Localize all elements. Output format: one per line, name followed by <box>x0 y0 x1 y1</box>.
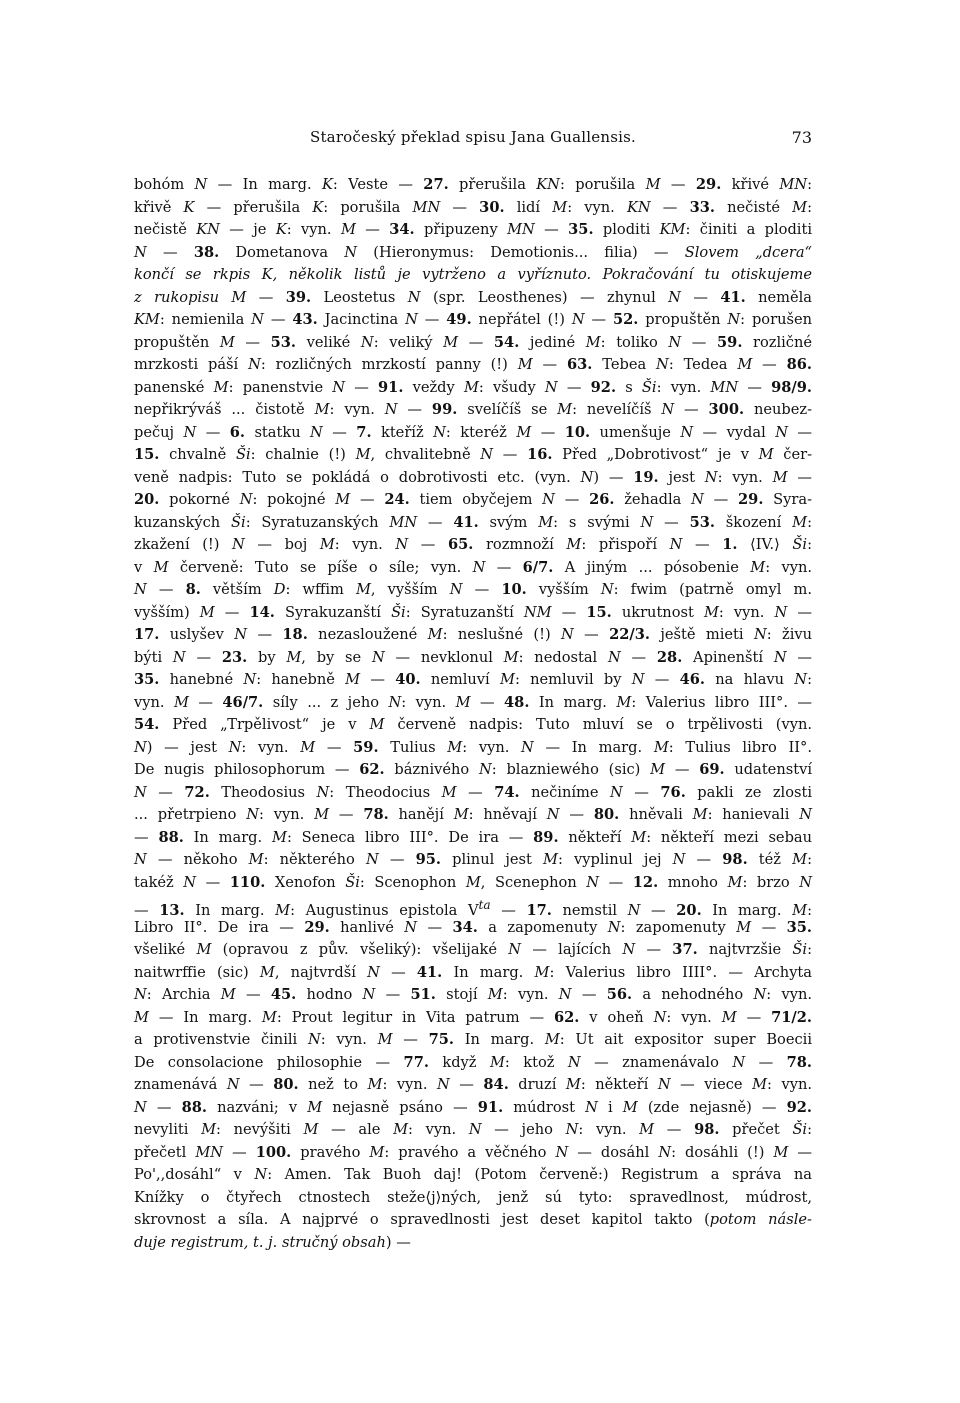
text-line: vyn. M — 46/7. síly ... z jeho N: vyn. M — 48. In marg. M: Valerius libro III°. — <box>134 693 813 711</box>
text-line: nepřikrýváš ... čistotě M: vyn. N — 99. svelíčíš se M: nevelíčíš N — 300. neubez- <box>134 401 812 418</box>
text-line: skrovnost a síla. A najprvé o spravedlnosti jest deset kapitol takto (potom násle- <box>134 1211 812 1228</box>
text-line: vyšším) M — 14. Syrakuzanští Ši: Syratuzanští NM — 15. ukrutnost M: vyn. N — <box>134 603 813 621</box>
text-line: N) — jest N: vyn. M — 59. Tulius M: vyn. N — In marg. M: Tulius libro II°. <box>134 738 812 756</box>
text-line: panenské M: panenstvie N — 91. veždy M: všudy N — 92. s Ši: vyn. MN — 98/9. <box>134 378 812 396</box>
text-line: bohóm N — In marg. K: Veste — 27. přerušila KN: porušila M — 29. křivé MN: <box>134 176 813 193</box>
text-line: a protivenstvie činili N: vyn. M — 75. In marg. M: Ut ait expositor super Boecii <box>134 1031 812 1048</box>
text-line: De consolacione philosophie — 77. když M: ktož N — znamenávalo N — 78. <box>134 1053 812 1071</box>
text-line: všeliké M (opravou z pův. všeliký): všelijaké N — lajících N — 37. najtvrzšie Ši: <box>134 941 812 958</box>
text-line: De nugis philosophorum — 62. báznivého N: blazniewého (sic) M — 69. udatenství <box>134 761 812 778</box>
text-line: N — 72. Theodosius N: Theodocius M — 74. nečiníme N — 76. pakli ze zlosti <box>134 783 813 801</box>
text-line: zkažení (!) N — boj M: vyn. N — 65. rozmnoží M: přispoří N — 1. ⟨IV.⟩ Ši: <box>134 536 813 553</box>
text-line: kuzanských Ši: Syratuzanských MN — 41. svým M: s svými N — 53. škození M: <box>134 513 812 531</box>
text-line: KM: nemienila N — 43. Jacinctina N — 49. nepřátel (!) N — 52. propuštěn N: porušen <box>134 311 812 328</box>
text-line: 35. hanebné N: hanebně M — 40. nemluví M: nemluvil by N — 46. na hlavu N: <box>134 671 812 688</box>
text-line: N — 88. nazváni; v M nejasně psáno — 91. múdrost N i M (zde nejasně) — 92. <box>134 1098 812 1116</box>
text-line: propuštěn M — 53. veliké N: veliký M — 54. jediné M: toliko N — 59. rozličné <box>134 333 813 351</box>
text-line: v M červeně: Tuto se píše o síle; vyn. N — 6/7. A jiným ... pósobenie M: vyn. <box>134 558 812 576</box>
text-line: N — 38. Dometanova N (Hieronymus: Demotionis... filia) — Slovem „dcera“ <box>134 243 812 261</box>
text-line: přečetl MN — 100. pravého M: pravého a věčného N — dosáhl N: dosáhli (!) M — <box>134 1143 812 1161</box>
text-line: veně nadpis: Tuto se pokládá o dobrotivosti etc. (vyn. N) — 19. jest N: vyn. M — <box>134 468 813 486</box>
text-line: mrzkosti páší N: rozličných mrzkostí panny (!) M — 63. Tebea N: Tedea M — 86. <box>134 356 813 373</box>
text-line: Libro II°. De ira — 29. hanlivé N — 34. a zapomenuty N: zapomenuty M — 35. <box>134 918 812 936</box>
text-line: končí se rkpis K, několik listů je vytrženo a vyříznuto. Pokračování tu otiskujeme <box>134 266 812 283</box>
text-line: — 13. In marg. M: Augustinus epistola $V^{ta}$ — 17. nemstil N — 20. In marg. M: <box>134 898 813 919</box>
text-line: z rukopisu M — 39. Leostetus N (spr. Leosthenes) — zhynul N — 41. neměla <box>134 288 813 306</box>
text-line: křivě K — přerušila K: porušila MN — 30. lidí M: vyn. KN — 33. nečisté M: <box>134 198 813 216</box>
text-line: — 88. In marg. M: Seneca libro III°. De ira — 89. někteří M: někteří mezi sebau <box>134 828 813 846</box>
text-line: 20. pokorné N: pokojné M — 24. tiem obyčejem N — 26. žehadla N — 29. Syra- <box>134 491 813 508</box>
text-line: duje registrum, t. j. stručný obsah) — <box>134 1233 411 1251</box>
text-line: nevyliti M: nevýšiti M — ale M: vyn. N — jeho N: vyn. M — 98. přečet Ši: <box>134 1121 813 1138</box>
text-line: znamenává N — 80. než to M: vyn. N — 84. druzí M: někteří N — viece M: vyn. <box>134 1076 813 1093</box>
text-line: Knížky o čtyřech ctnostech steže⟨j⟩ných, jenž sú tyto: spravedlnost, múdrost, <box>134 1188 812 1206</box>
text-line: N — někoho M: některého N — 95. plinul jest M: vyplinul jej N — 98. též M: <box>134 851 813 868</box>
running-title: Staročeský překlad spisu Jana Guallensis. <box>309 128 637 146</box>
text-line: býti N — 23. by M, by se N — nevklonul M: nedostal N — 28. Apinenští N — <box>134 648 812 666</box>
page-header <box>134 128 812 150</box>
text-line: naitwrffie (sic) M, najtvrdší N — 41. In marg. M: Valerius libro IIII°. — Archyta <box>134 963 812 981</box>
text-line: M — In marg. M: Prout legitur in Vita patrum — 62. v oheň N: vyn. M — 71/2. <box>134 1008 812 1026</box>
critical-apparatus-text <box>134 174 812 1254</box>
text-line: 15. chvalně Ši: chalnie (!) M, chvalitebně N — 16. Před „Dobrotivost“ je v M čer- <box>134 446 813 463</box>
text-line: nečistě KN — je K: vyn. M — 34. připuzeny MN — 35. ploditi KM: činiti a ploditi <box>134 221 812 238</box>
text-line: pečuj N — 6. statku N — 7. kteříž N: kteréž M — 10. umenšuje N — vydal N — <box>134 423 813 441</box>
text-line: N — 8. větším D: wffim M, vyšším N — 10. vyšším N: fwim (patrně omyl m. <box>134 581 812 598</box>
text-line: takéž N — 110. Xenofon Ši: Scenophon M, Scenephon N — 12. mnoho M: brzo N <box>134 873 813 891</box>
page-number: 73 <box>791 128 812 147</box>
text-line: Po',,dosáhl“ v N: Amen. Tak Buoh daj! (Potom červeně:) Registrum a správa na <box>134 1166 813 1183</box>
text-line: 54. Před „Trpělivost“ je v M červeně nadpis: Tuto mluví se o trpělivosti (vyn. <box>134 716 812 733</box>
text-line: N: Archia M — 45. hodno N — 51. stojí M: vyn. N — 56. a nehodného N: vyn. <box>134 986 812 1003</box>
text-line: ... přetrpieno N: vyn. M — 78. hanějí M: hněvají N — 80. hněvali M: hanievali N <box>134 806 813 823</box>
text-line: 17. uslyšev N — 18. nezasloužené M: neslušné (!) N — 22/3. ještě mieti N: živu <box>134 626 813 643</box>
